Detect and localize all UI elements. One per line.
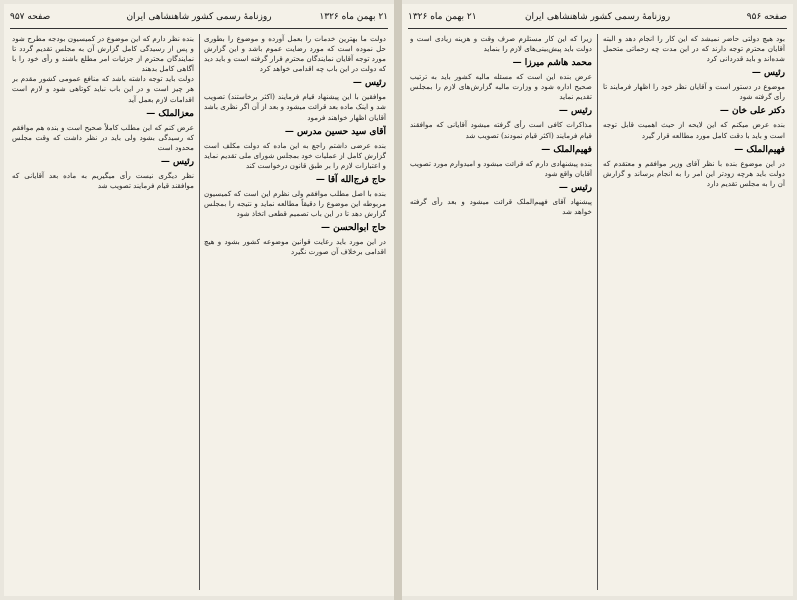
paragraph: بنده عرضی داشتم راجع به این ماده که دولت مکلف است گزارش کامل از عملیات خود بمجلس شورای ملی تقدیم نماید و اعتبارات لازم را بر طبق قانون درخواست کند [204,140,386,170]
left-page-header [10,10,388,26]
speaker-heading: دکتر علی خان — [719,106,785,117]
column-divider [199,34,200,590]
speaker-heading: رئیس — [558,106,592,117]
left-header-title: روزنامهٔ رسمی کشور شاهنشاهی ایران [126,12,272,22]
paragraph: دولت باید توجه داشته باشد که منافع عمومی کشور مقدم بر هر چیز است و در این باب نباید کوتاهی شود و لازم است اقدامات لازم بعمل آید [12,74,194,104]
left-page-column-right [204,34,386,590]
speaker-heading: رئیس — [558,182,592,193]
speaker-heading: رئیس — [160,156,194,167]
paragraph: موضوع در دستور است و آقایان نظر خود را اظهار فرمایند تا رأی گرفته شود [603,82,785,102]
speaker-heading: محمد هاشم میرزا — [512,58,592,69]
right-page-column-right [603,34,785,590]
speaker-heading: رئیس — [751,68,785,79]
speaker-heading: آقای سید حسین مدرس — [284,126,386,137]
paragraph: عرض بنده این است که مسئله مالیه کشور باید به ترتیب صحیح اداره شود و وزارت مالیه گزارش‌های لازم را بمجلس تقدیم نماید [410,72,592,102]
paragraph: بود هیچ دولتی حاضر نمیشد که این کار را انجام دهد و البته آقایان محترم توجه دارند که در این مدت چه زحماتی متحمل شده‌اند و باید قدردانی کرد [603,34,785,64]
paragraph: مذاکرات کافی است رأی گرفته میشود آقایانی که موافقند قیام فرمایند (اکثر قیام نمودند) تصویب شد [410,120,592,140]
left-header-rule [10,28,388,29]
speaker-heading: رئیس — [352,78,386,89]
left-header-date: ۲۱ بهمن ماه ۱۳۲۶ [319,12,388,22]
right-header-rule [408,28,787,29]
left-header-page-number: صفحه ۹۵۷ [10,12,51,22]
right-header-page-number: صفحه ۹۵۶ [746,12,787,22]
paragraph: عرض کنم که این مطلب کاملاً صحیح است و بنده هم موافقم که رسیدگی بشود ولی باید در نظر داشت که وقت مجلس محدود است [12,122,194,152]
speaker-heading: حاج ابوالحسن — [321,223,386,234]
paragraph: در این مورد باید رعایت قوانین موضوعه کشور بشود و هیچ اقدامی برخلاف آن صورت نگیرد [204,237,386,257]
paragraph: نظر دیگری نیست رأی میگیریم به ماده بعد آقایانی که موافقند قیام فرمایند تصویب شد [12,170,194,191]
speaker-heading: حاج فرج‌الله آقا — [315,174,386,185]
left-page [4,4,394,596]
paragraph: موافقین با این پیشنهاد قیام فرمایند (اکثر برخاستند) تصویب شد و اینک ماده بعد قرائت میشود و بعد از آن اگر نظری باشد آقایان اظهار خواهند فرمود [204,92,386,122]
left-page-column-left [12,34,194,590]
paragraph: بنده عرض میکنم که این لایحه از حیث اهمیت قابل توجه است و باید با دقت کامل مورد مطالعه قرار گیرد [603,120,785,140]
speaker-heading: فهیم‌الملک — [734,144,785,155]
paragraph: بنده نظر دارم که این موضوع در کمیسیون بودجه مطرح شود و پس از رسیدگی کامل گزارش آن به مجلس تقدیم گردد تا نمایندگان محترم از جزئیات امر مطلع باشند و رأی خود را با آگاهی کامل بدهند [12,34,194,74]
book-gutter [394,0,402,600]
paragraph: بنده پیشنهادی دارم که قرائت میشود و امیدوارم مورد تصویب آقایان واقع شود [410,158,592,178]
paragraph: پیشنهاد آقای فهیم‌الملک قرائت میشود و بعد رأی گرفته خواهد شد [410,196,592,216]
right-page-header [408,10,787,26]
paragraph: بنده با اصل مطلب موافقم ولی نظرم این است که کمیسیون مربوطه این موضوع را دقیقاً مطالعه نماید و نتیجه را بمجلس گزارش دهد تا در این باب تصمیم قطعی اتخاذ شود [204,188,386,219]
speaker-heading: فهیم‌الملک — [541,144,592,155]
right-header-date: ۲۱ بهمن ماه ۱۳۲۶ [408,12,477,22]
paragraph: در این موضوع بنده با نظر آقای وزیر موافقم و معتقدم که دولت باید هرچه زودتر این امر را به انجام برساند و گزارش آن را به مجلس تقدیم دارد [603,158,785,188]
speaker-heading: معزالملک — [146,108,194,119]
right-page-column-left [410,34,592,590]
right-page [402,4,793,596]
right-header-title: روزنامهٔ رسمی کشور شاهنشاهی ایران [524,12,671,22]
paragraph: زیرا که این کار مستلزم صرف وقت و هزینه زیادی است و دولت باید پیش‌بینی‌های لازم را بنماید [410,34,592,54]
paragraph: دولت ما بهترین خدمات را بعمل آورده و موضوع را بطوری حل نموده است که مورد رضایت عموم باشد و این گزارش مورد توجه آقایان نمایندگان محترم قرار گرفته است و باید دید که دولت در این باب چه اقدامی خواهد کرد [204,34,386,74]
column-divider [597,34,598,590]
